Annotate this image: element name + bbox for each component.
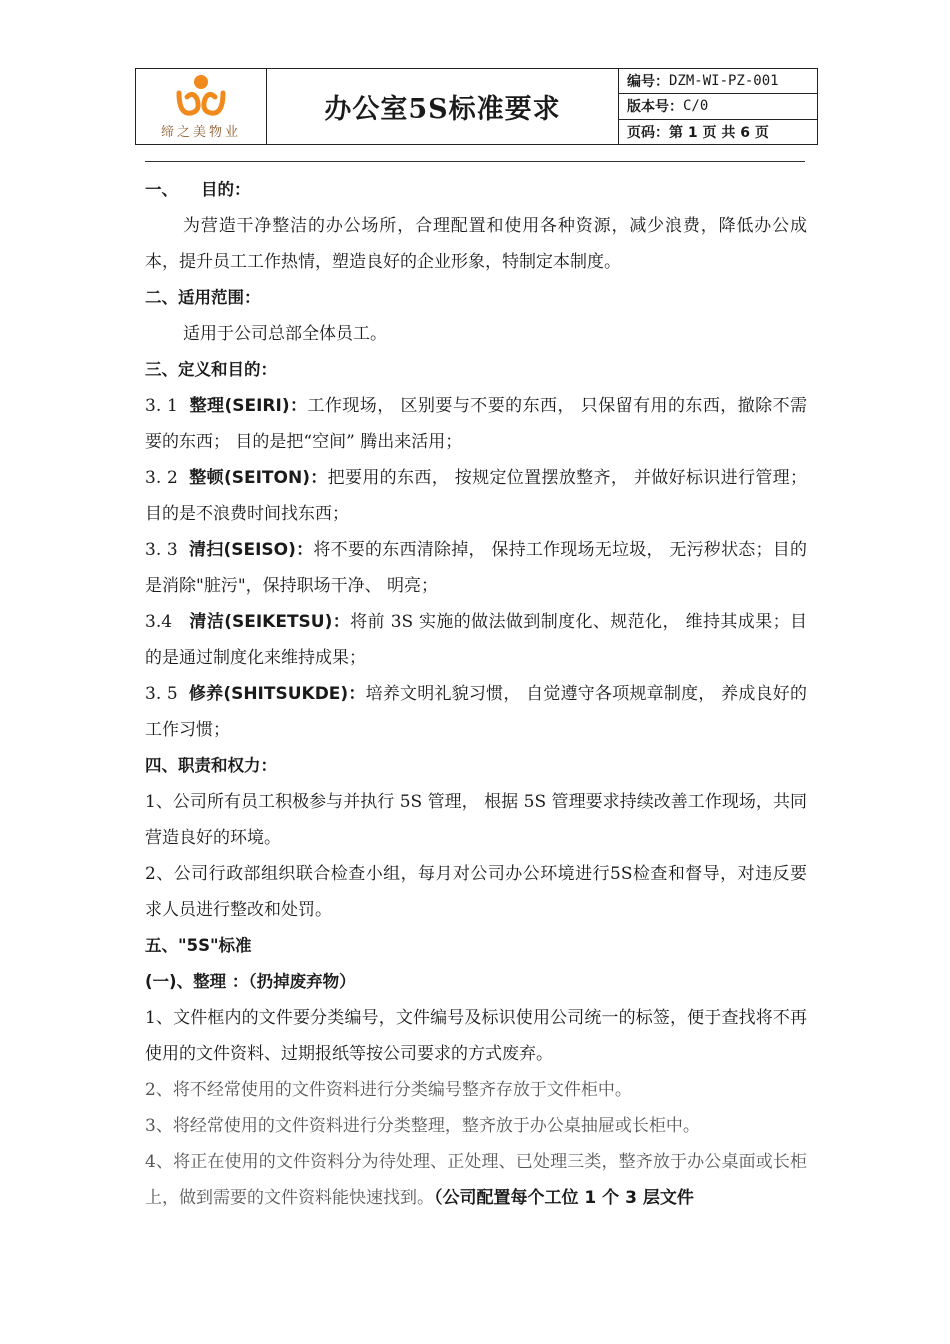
- company-logo: [136, 69, 267, 144]
- document-header: [135, 68, 818, 145]
- document-title: 办公室5S标准要求: [267, 69, 619, 144]
- document-meta: [619, 69, 817, 144]
- item-term: 清洁(SEIKETSU)：: [189, 612, 351, 632]
- version-row: [619, 94, 817, 119]
- item-number: 3. 5: [145, 684, 189, 704]
- section-5-subheading: (一)、整理 ：（扔掉废弃物）: [145, 972, 356, 991]
- definition-item: [145, 388, 807, 460]
- section-1-heading: 一、 目的：: [145, 180, 251, 199]
- section-2-heading: 二、适用范围：: [145, 288, 261, 307]
- definition-item: [145, 532, 807, 604]
- document-body: [145, 172, 807, 1216]
- logo-icon: [171, 73, 231, 119]
- paragraph-4-text: 4、将正在使用的文件资料分为待处理、正处理、已处理三类，整齐放于办公桌面或长柜上，做到需要的文件资料能快速找到。: [145, 1152, 807, 1208]
- item-number: 3. 2: [145, 468, 190, 488]
- version-value: C/0: [683, 98, 709, 115]
- item-term: 整顿(SEITON)：: [189, 468, 328, 488]
- item-text: 将前 3S 实施的做法做到制度化、规范化， 维持其成果；目的是通过制度化来维持成果；: [145, 612, 807, 668]
- definition-item: [145, 460, 807, 532]
- section-4-paragraph-2: 2、公司行政部组织联合检查小组，每月对公司办公环境进行5S检查和督导，对违反要求人员进行整改和处罚。: [145, 864, 807, 920]
- item-term: 修养(SHITSUKDE)：: [188, 684, 366, 704]
- doc-number-label: 编号：: [627, 74, 669, 91]
- item-number: 3. 1: [145, 396, 190, 416]
- page-info: 第 1 页 共 6 页: [669, 124, 769, 141]
- section-5-heading: 五、"5S"标准: [145, 936, 252, 955]
- item-text: 工作现场， 区别要与不要的东西， 只保留有用的东西，撤除不需要的东西； 目的是把“空间” 腾出来活用；: [145, 396, 808, 452]
- section-4-paragraph-1: 1、公司所有员工积极参与并执行 5S 管理， 根据 5S 管理要求持续改善工作现场，共同营造良好的环境。: [145, 792, 807, 848]
- item-term: 整理(SEIRI)：: [189, 396, 308, 416]
- section-5-paragraph-1: 1、文件框内的文件要分类编号，文件编号及标识使用公司统一的标签，便于查找将不再使用的文件资料、过期报纸等按公司要求的方式废弃。: [145, 1008, 807, 1064]
- item-number: 3.4: [145, 612, 190, 632]
- section-3-heading: 三、定义和目的：: [145, 360, 277, 379]
- page-label: 页码：: [627, 124, 669, 141]
- section-5-paragraph-2: 2、将不经常使用的文件资料进行分类编号整齐存放于文件柜中。: [145, 1080, 632, 1100]
- doc-number: DZM-WI-PZ-001: [669, 73, 779, 90]
- item-text: 培养文明礼貌习惯， 自觉遵守各项规章制度， 养成良好的工作习惯；: [145, 684, 807, 740]
- section-1-body: 为营造干净整洁的办公场所，合理配置和使用各种资源，减少浪费，降低办公成本，提升员工工作热情，塑造良好的企业形象，特制定本制度。: [145, 216, 807, 272]
- header-divider: [145, 161, 805, 162]
- definition-item: [145, 604, 807, 676]
- logo-text: 缔之美物业: [160, 125, 241, 140]
- item-text: 将不要的东西清除掉， 保持工作现场无垃圾， 无污秽状态；目的是消除"脏污"，保持职场干净、 明亮；: [145, 540, 808, 596]
- doc-number-row: [619, 69, 817, 94]
- version-label: 版本号：: [627, 99, 683, 116]
- paragraph-4-emphasis: （公司配置每个工位 1 个 3 层文件: [434, 1188, 694, 1208]
- item-term: 清扫(SEISO)：: [188, 540, 314, 560]
- section-4-heading: 四、职责和权力：: [145, 756, 277, 775]
- section-2-body: 适用于公司总部全体员工。: [183, 324, 387, 344]
- item-number: 3. 3: [145, 540, 189, 560]
- section-5-paragraph-4: [145, 1144, 807, 1216]
- item-text: 把要用的东西， 按规定位置摆放整齐， 并做好标识进行管理；目的是不浪费时间找东西；: [145, 468, 808, 524]
- page-row: [619, 120, 817, 144]
- definition-item: [145, 676, 807, 748]
- section-5-paragraph-3: 3、将经常使用的文件资料进行分类整理，整齐放于办公桌抽屉或长柜中。: [145, 1116, 700, 1136]
